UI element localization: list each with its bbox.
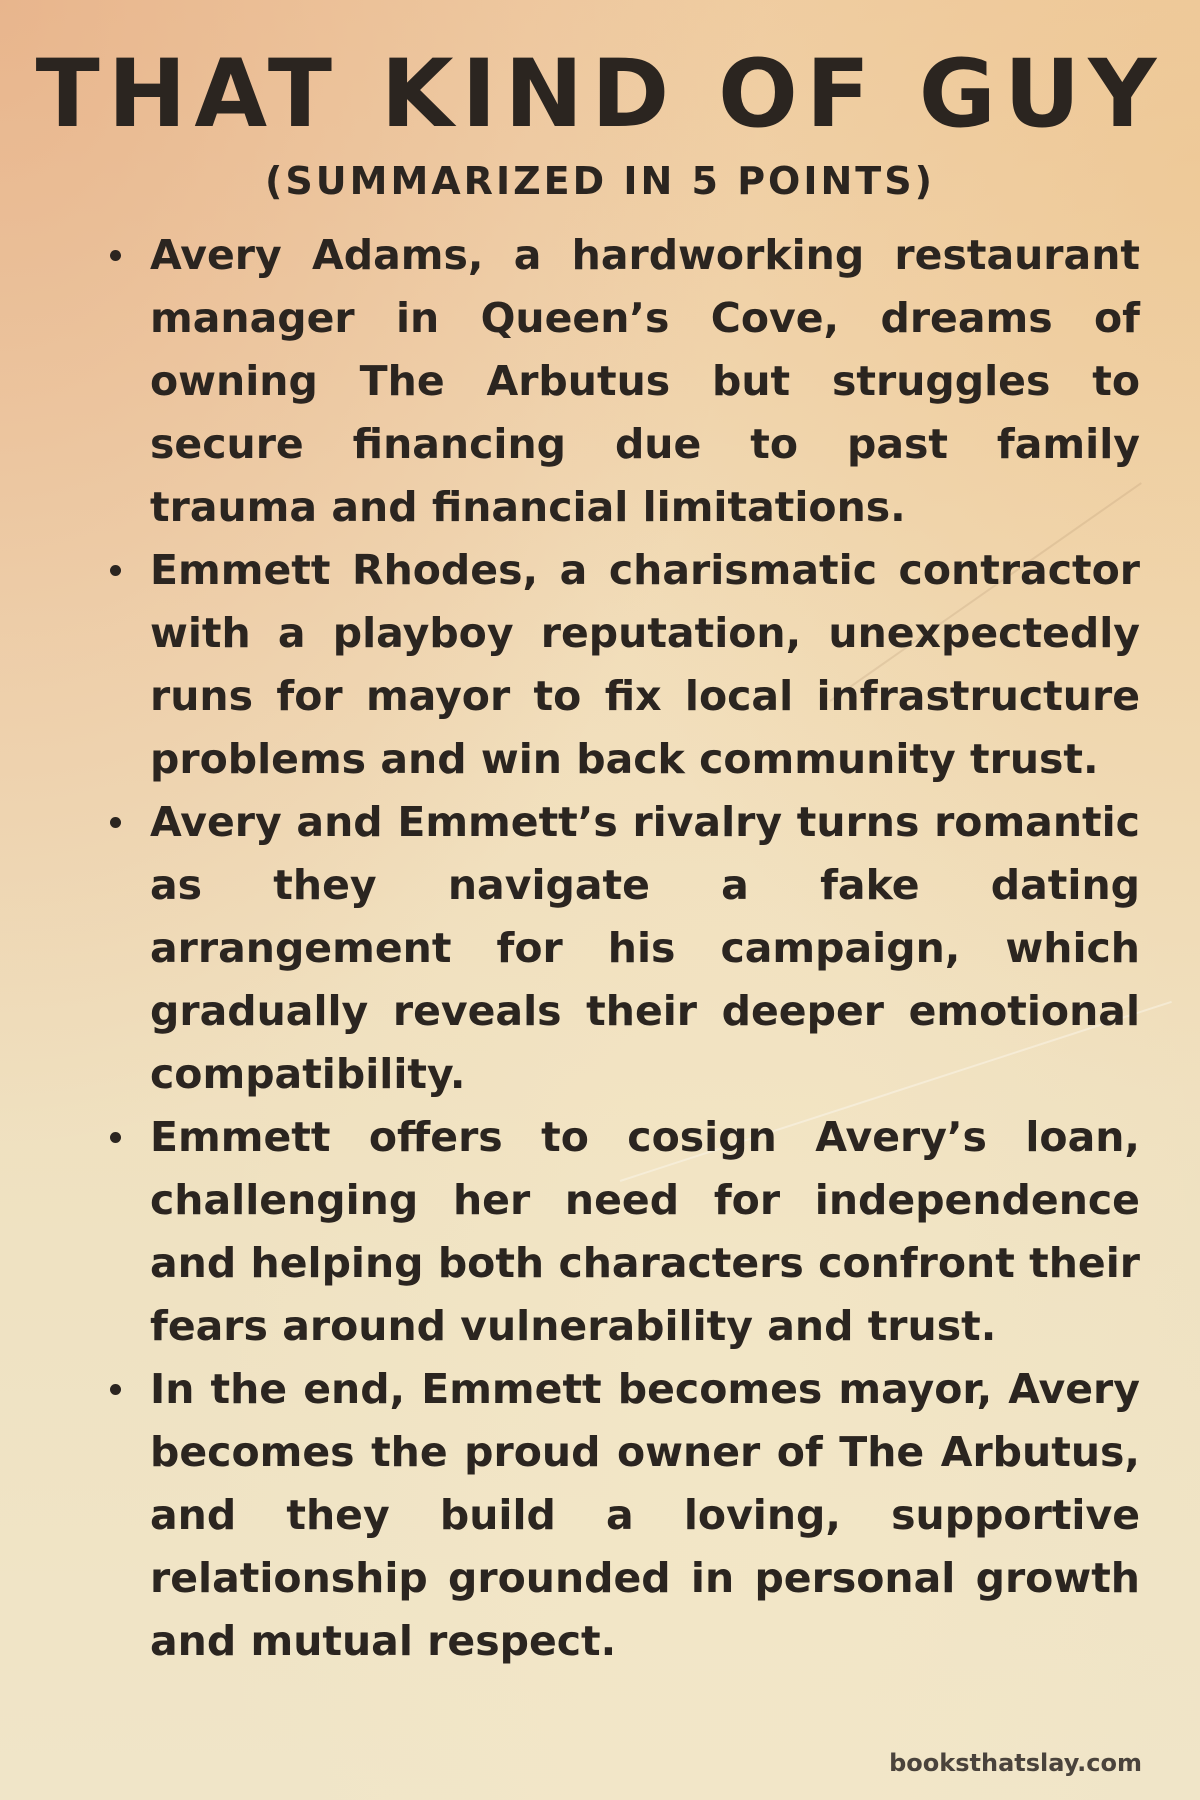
summary-point-5 — [110, 1358, 1140, 1673]
site-watermark: booksthatslay.com — [889, 1749, 1142, 1777]
page-subtitle: (SUMMARIZED IN 5 POINTS) — [265, 159, 935, 203]
bullet-icon — [110, 250, 121, 261]
summary-point-3 — [110, 791, 1140, 1106]
bullet-icon — [110, 1132, 121, 1143]
summary-point-text: In the end, Emmett becomes mayor, Avery becomes the proud owner of The Arbutus, and they build a loving, supportive relationship grounded in personal growth and mutual respect. — [150, 1365, 1140, 1665]
summary-point-2 — [110, 539, 1140, 791]
page-title: THAT KIND OF GUY — [35, 40, 1165, 149]
summary-point-text: Emmett offers to cosign Avery’s loan, challenging her need for independence and helping both characters confront their fears around vulnerability and trust. — [150, 1113, 1140, 1350]
summary-point-text: Emmett Rhodes, a charismatic contractor with a playboy reputation, unexpectedly runs for mayor to fix local infrastructure problems and win back community trust. — [150, 546, 1140, 783]
summary-point-1 — [110, 224, 1140, 539]
bullet-icon — [110, 565, 121, 576]
summary-point-4 — [110, 1106, 1140, 1358]
summary-point-text: Avery Adams, a hardworking restaurant manager in Queen’s Cove, dreams of owning The Arbutus but struggles to secure financing due to past family trauma and financial limitations. — [150, 231, 1140, 531]
bullet-icon — [110, 1384, 121, 1395]
bullet-icon — [110, 817, 121, 828]
summary-point-text: Avery and Emmett’s rivalry turns romantic as they navigate a fake dating arrangement for his campaign, which gradually reveals their deeper emotional compatibility. — [150, 798, 1140, 1098]
summary-points-list — [110, 224, 1140, 1673]
